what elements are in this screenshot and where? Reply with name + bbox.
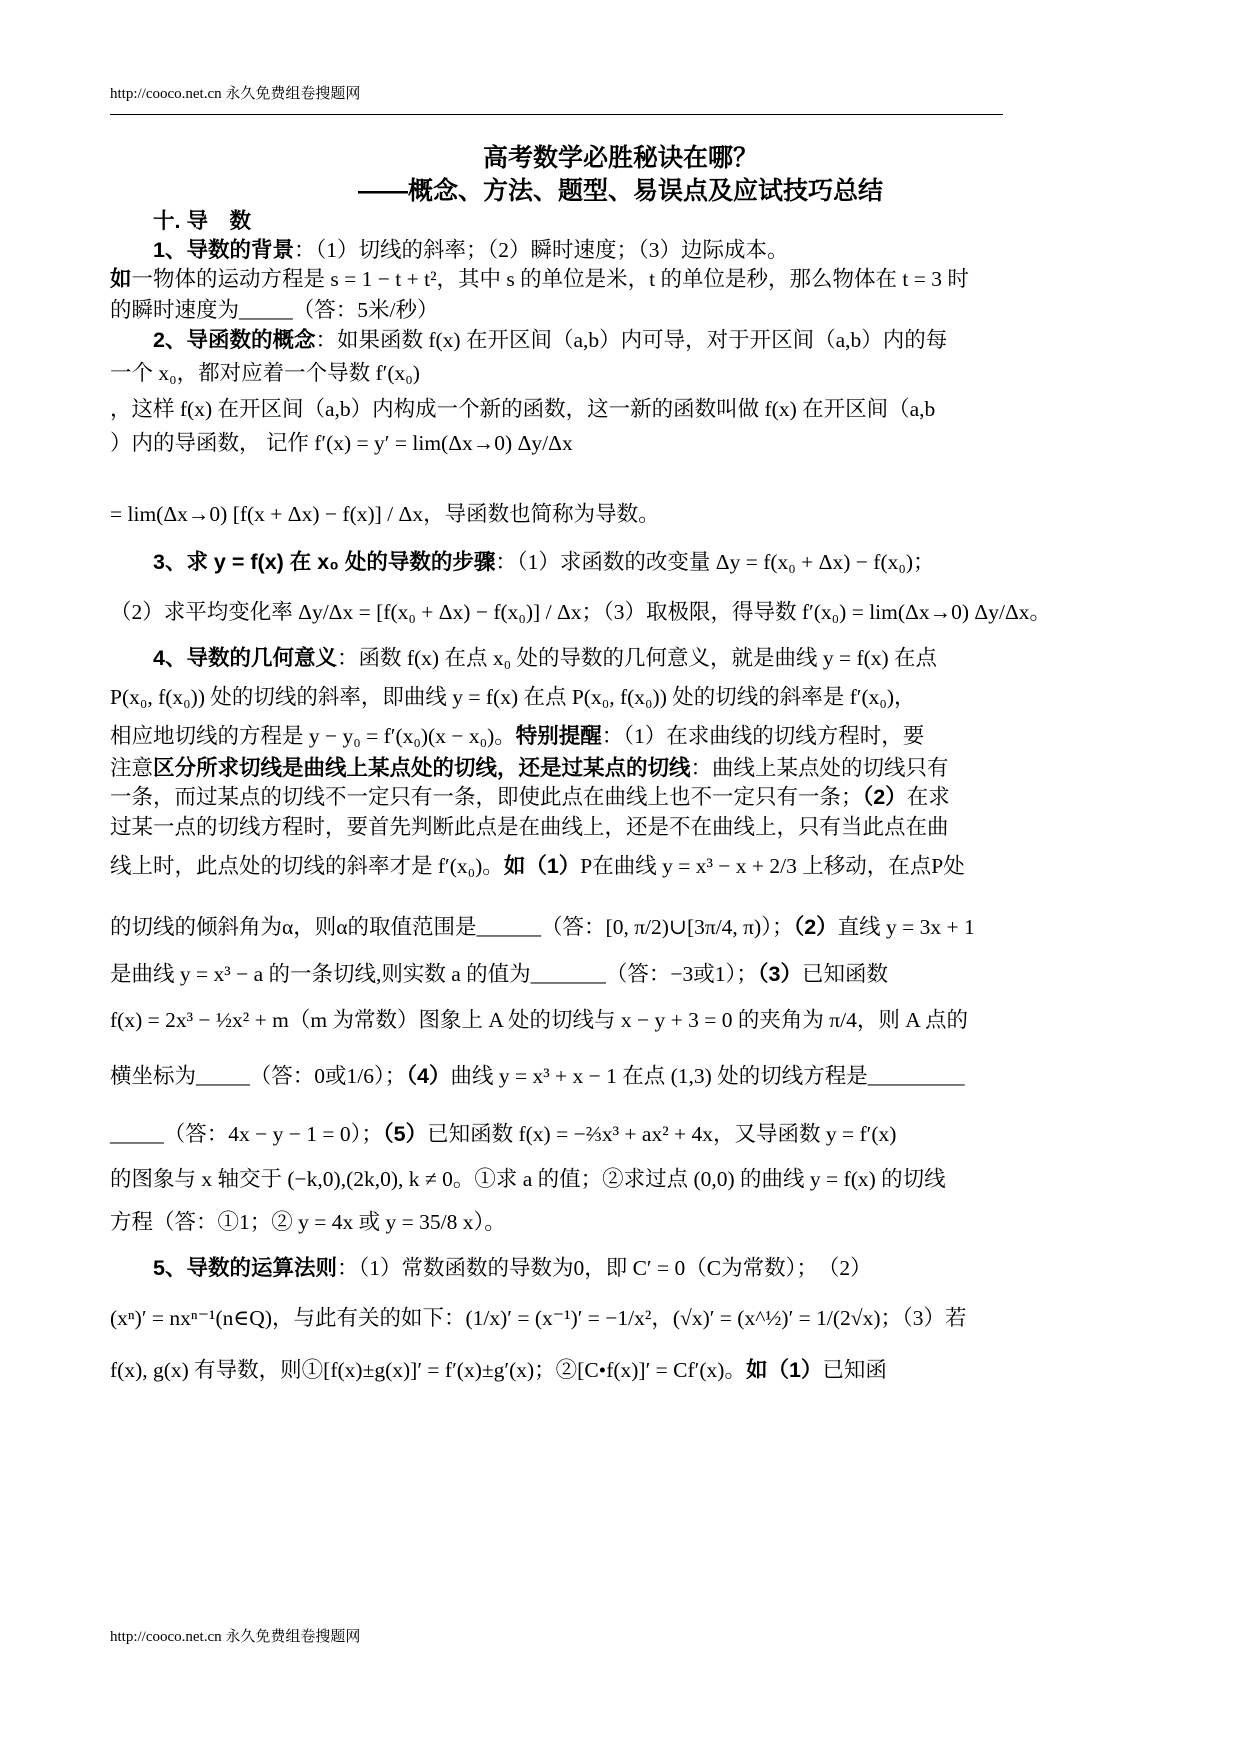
- bold-text: 1、导数的背景: [110, 238, 294, 262]
- text-line: [110, 1162, 995, 1193]
- text-run: 线上时，此点处的切线的斜率才是 f′(x₀)。: [110, 854, 504, 878]
- text-run: ：（1）在求曲线的切线方程时，要: [601, 724, 925, 748]
- text-run: P在曲线 y = x³ − x + 2/3 上移动，在点P处: [580, 854, 965, 878]
- text-line: [110, 233, 995, 264]
- bold-text: （2）: [862, 785, 907, 809]
- bold-text: 区分所求切线是曲线上某点处的切线，还是过某点的切线: [153, 756, 691, 780]
- bold-text: 如: [110, 267, 132, 291]
- text-run: 方程（答：①1；② y = 4x 或 y = 35/8 x）。: [110, 1210, 506, 1234]
- text-line: [110, 392, 995, 423]
- header-rule: [110, 114, 1003, 115]
- text-run: ：（1）切线的斜率；（2）瞬时速度；（3）边际成本。: [293, 238, 789, 262]
- text-line: [110, 910, 995, 941]
- text-line: [110, 595, 1052, 626]
- text-line: [110, 849, 995, 880]
- text-line: [110, 1251, 995, 1282]
- text-run: 已知函数: [802, 962, 889, 986]
- text-line: [110, 545, 995, 576]
- text-run: 注意: [110, 756, 154, 780]
- text-run: = lim(Δx→0) [f(x + Δx) − f(x)] / Δx，导函数也简称为导数。: [110, 502, 660, 526]
- text-line: [110, 957, 995, 988]
- bold-text: （5）: [382, 1122, 428, 1146]
- text-line: [110, 810, 995, 841]
- text-line: [110, 497, 995, 528]
- text-run: 直线 y = 3x + 1: [837, 915, 975, 939]
- text-run: 一个 x₀，都对应着一个导数 f′(x₀): [110, 361, 420, 385]
- text-run: 曲线 y = x³ + x − 1 在点 (1,3) 处的切线方程是_________: [450, 1064, 965, 1088]
- bold-text: （2）: [793, 915, 838, 939]
- text-run: 已知函数 f(x) = −⅔x³ + ax² + 4x，又导函数 y = f′(x): [427, 1122, 897, 1146]
- text-run: _____（答：4x − y − 1 = 0）；: [110, 1122, 383, 1146]
- text-run: 的图象与 x 轴交于 (−k,0),(2k,0), k ≠ 0。①求 a 的值；②求过点 (0,0) 的曲线 y = f(x) 的切线: [110, 1167, 946, 1191]
- text-line: [110, 426, 995, 457]
- bold-text: 特别提醒: [515, 724, 602, 748]
- text-run: 一物体的运动方程是 s = 1 − t + t²，其中 s 的单位是米，t 的单位是秒，那么物体在 t = 3 时: [131, 267, 969, 291]
- text-run: ：（1）求函数的改变量 Δy = f(x₀ + Δx) − f(x₀)；: [495, 550, 935, 574]
- text-run: ，这样 f(x) 在开区间（a,b）内构成一个新的函数，这一新的函数叫做 f(x) 在开区间（a,b: [110, 397, 936, 421]
- text-line: [110, 641, 995, 672]
- bold-text: 5、导数的运算法则: [110, 1256, 337, 1280]
- text-run: 的瞬时速度为_____（答：5米/秒）: [110, 298, 439, 322]
- text-line: [110, 1059, 995, 1090]
- text-line: [110, 719, 995, 750]
- bold-text: （3）: [757, 962, 803, 986]
- text-line: [110, 204, 995, 235]
- text-line: [110, 1205, 995, 1236]
- text-line: [110, 780, 995, 811]
- text-run: 一条，而过某点的切线不一定只有一条，即使此点在曲线上也不一定只有一条；: [110, 785, 863, 809]
- text-run: ：函数 f(x) 在点 x₀ 处的导数的几何意义，就是曲线 y = f(x) 在点: [336, 646, 938, 670]
- text-run: P(x₀, f(x₀)) 处的切线的斜率，即曲线 y = f(x) 在点 P(x₀, f(x₀)) 处的切线的斜率是 f′(x₀)，: [110, 685, 916, 709]
- bold-text: 十. 导 数: [110, 209, 251, 233]
- text-run: 是曲线 y = x³ − a 的一条切线,则实数 a 的值为_______（答：−3或1）；: [110, 962, 758, 986]
- text-run: ）内的导函数， 记作 f′(x) = y′ = lim(Δx→0) Δy/Δx: [110, 431, 573, 455]
- text-run: （2）求平均变化率 Δy/Δx = [f(x₀ + Δx) − f(x₀)] / Δx；（3）取极限，得导数 f′(x₀) = lim(Δx→0) Δy/Δx。: [110, 600, 1052, 624]
- bold-text: 如（1）: [503, 854, 581, 878]
- bold-text: 2、导函数的概念: [110, 328, 316, 352]
- text-line: [110, 1117, 995, 1148]
- text-line: [110, 356, 995, 387]
- doc-title: 高考数学必胜秘诀在哪？: [482, 144, 758, 172]
- bold-text: 如（1）: [745, 1358, 823, 1382]
- bold-text: 4、导数的几何意义: [110, 646, 337, 670]
- text-line: [110, 262, 995, 293]
- text-line: [110, 751, 995, 782]
- text-run: (xⁿ)′ = nxⁿ⁻¹(n∈Q)，与此有关的如下：(1/x)′ = (x⁻¹)′ = −1/x²，(√x)′ = (x^½)′ = 1/(2√x)；（3）若: [110, 1306, 967, 1330]
- bold-text: （4）: [406, 1064, 451, 1088]
- text-line: [110, 1353, 995, 1384]
- text-line: [110, 1301, 995, 1332]
- text-run: 在求: [906, 785, 950, 809]
- text-run: f(x) = 2x³ − ½x² + m（m 为常数）图象上 A 处的切线与 x − y + 3 = 0 的夹角为 π/4，则 A 点的: [110, 1008, 968, 1032]
- page-header: http://cooco.net.cn 永久免费组卷搜题网: [110, 86, 361, 102]
- text-run: 过某一点的切线方程时，要首先判断此点是在曲线上，还是不在曲线上，只有当此点在曲: [110, 815, 949, 839]
- text-line: [110, 680, 995, 711]
- page-footer: http://cooco.net.cn 永久免费组卷搜题网: [110, 1629, 361, 1645]
- doc-subtitle: ——概念、方法、题型、易误点及应试技巧总结: [357, 177, 883, 205]
- text-line: [110, 1003, 995, 1034]
- text-run: 已知函: [822, 1358, 887, 1382]
- text-run: 的切线的倾斜角为α，则α的取值范围是______（答：[0, π/2)∪[3π/4, π)）；: [110, 915, 794, 939]
- text-run: ：如果函数 f(x) 在开区间（a,b）内可导，对于开区间（a,b）内的每: [315, 328, 948, 352]
- text-line: [110, 293, 995, 324]
- text-run: ：曲线上某点处的切线只有: [690, 756, 949, 780]
- text-line: [110, 323, 995, 354]
- text-run: 横坐标为_____（答：0或1/6）；: [110, 1064, 407, 1088]
- text-run: 相应地切线的方程是 y − y₀ = f′(x₀)(x − x₀)。: [110, 724, 516, 748]
- text-run: f(x), g(x) 有导数，则①[f(x)±g(x)]′ = f′(x)±g′(x)；②[C•f(x)]′ = Cf′(x)。: [110, 1358, 746, 1382]
- text-run: ：（1）常数函数的导数为0，即 C′ = 0（C为常数）； （2）: [336, 1256, 872, 1280]
- bold-text: 3、求 y = f(x) 在 x₀ 处的导数的步骤: [110, 550, 496, 574]
